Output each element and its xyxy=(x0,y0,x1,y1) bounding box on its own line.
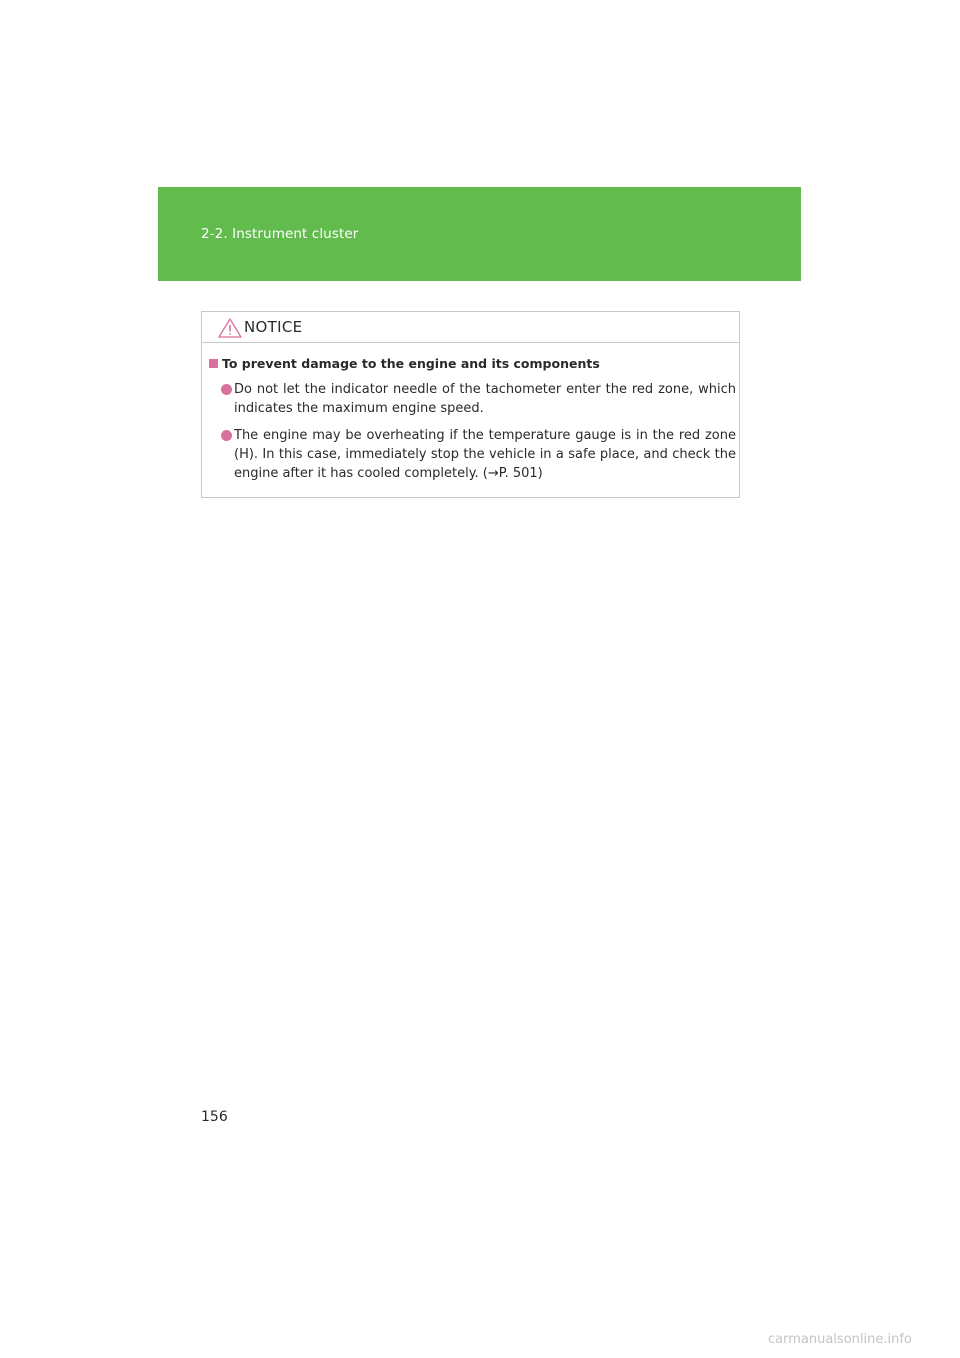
notice-header xyxy=(202,312,739,343)
chapter-header-band xyxy=(158,187,801,281)
warning-triangle-icon xyxy=(217,317,243,339)
list-item xyxy=(221,426,736,483)
watermark: carmanualsonline.info xyxy=(768,1332,912,1347)
list-item-text: The engine may be overheating if the temperature gauge is in the red zone (H). In this case, immediately stop the vehicle in a safe place, and check the engine after it has cooled completely. (→P. 501) xyxy=(234,428,736,481)
round-bullet-icon xyxy=(221,430,232,441)
chapter-section-title: 2-2. Instrument cluster xyxy=(201,226,359,242)
notice-label: NOTICE xyxy=(244,318,303,336)
list-item-text: Do not let the indicator needle of the tachometer enter the red zone, which indicates the maximum engine speed. xyxy=(234,382,736,416)
round-bullet-icon xyxy=(221,384,232,395)
notice-section-title: To prevent damage to the engine and its components xyxy=(222,356,600,371)
notice-section-heading xyxy=(209,356,600,371)
page-number: 156 xyxy=(201,1109,228,1125)
list-item xyxy=(221,380,736,418)
notice-box xyxy=(201,311,740,498)
square-bullet-icon xyxy=(209,359,218,368)
